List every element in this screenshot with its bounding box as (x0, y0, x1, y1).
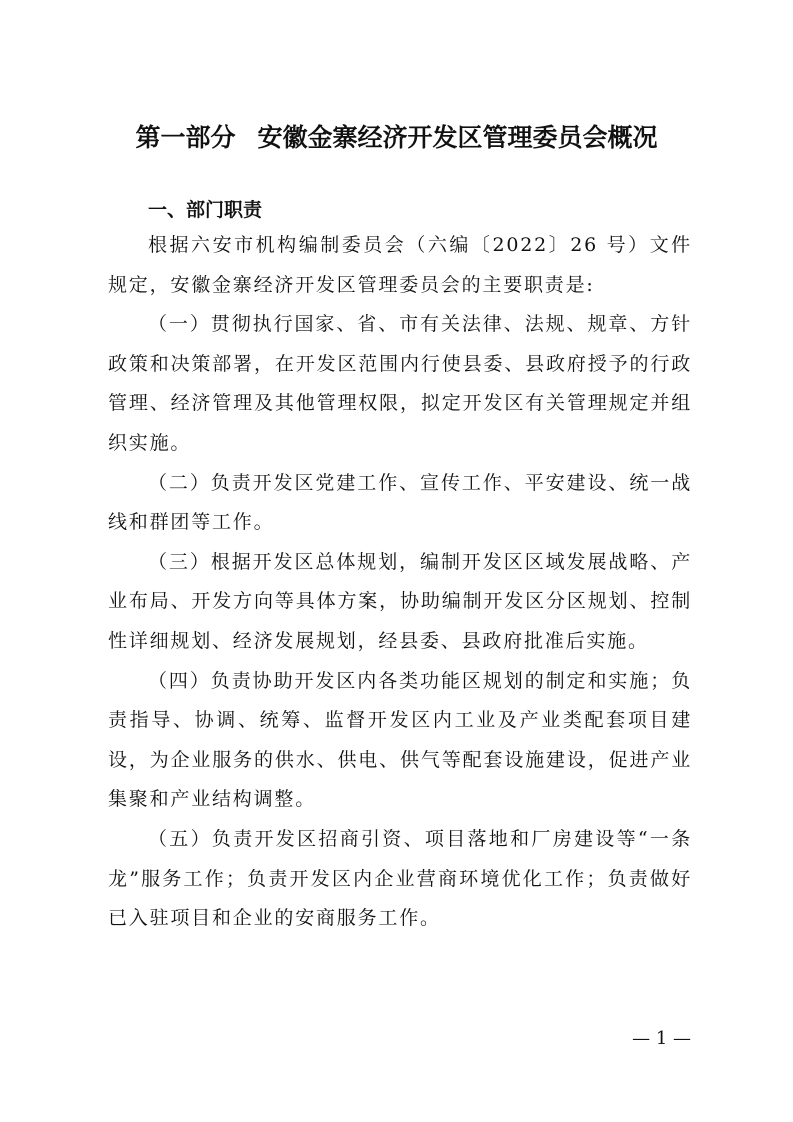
page-number: — 1 — (632, 1028, 691, 1049)
title-part: 第一部分 (135, 123, 236, 152)
paragraph-intro: 根据六安市机构编制委员会（六编〔2022〕26 号）文件规定，安徽金寨经济开发区管理委员会的主要职责是: (108, 234, 692, 296)
title-text: 安徽金寨经济开发区管理委员会概况 (257, 123, 658, 152)
paragraph-duty-5: （五）负责开发区招商引资、项目落地和厂房建设等“一条龙”服务工作；负责开发区内企业营商环境优化工作；负责做好已入驻项目和企业的安商服务工作。 (108, 827, 692, 930)
paragraph-duty-1: （一）贯彻执行国家、省、市有关法律、法规、规章、方针政策和决策部署，在开发区范围内行使县委、县政府授予的行政管理、经济管理及其他管理权限，拟定开发区有关管理规定并组织实施。 (108, 313, 692, 454)
paragraph-duty-3: （三）根据开发区总体规划，编制开发区区域发展战略、产业布局、开发方向等具体方案，协助编制开发区分区规划、控制性详细规划、经济发展规划，经县委、县政府批准后实施。 (108, 550, 692, 652)
body-text (108, 226, 692, 939)
paragraph-duty-2: （二）负责开发区党建工作、宣传工作、平安建设、统一战线和群团等工作。 (108, 471, 692, 534)
paragraph-duty-4: （四）负责协助开发区内各类功能区规划的制定和实施；负责指导、协调、统筹、监督开发区内工业及产业类配套项目建设，为企业服务的供水、供电、供气等配套设施建设，促进产业集聚和产业结构调整。 (108, 669, 692, 811)
section-heading: 一、部门职责 (148, 199, 263, 221)
page-title (0, 116, 793, 160)
